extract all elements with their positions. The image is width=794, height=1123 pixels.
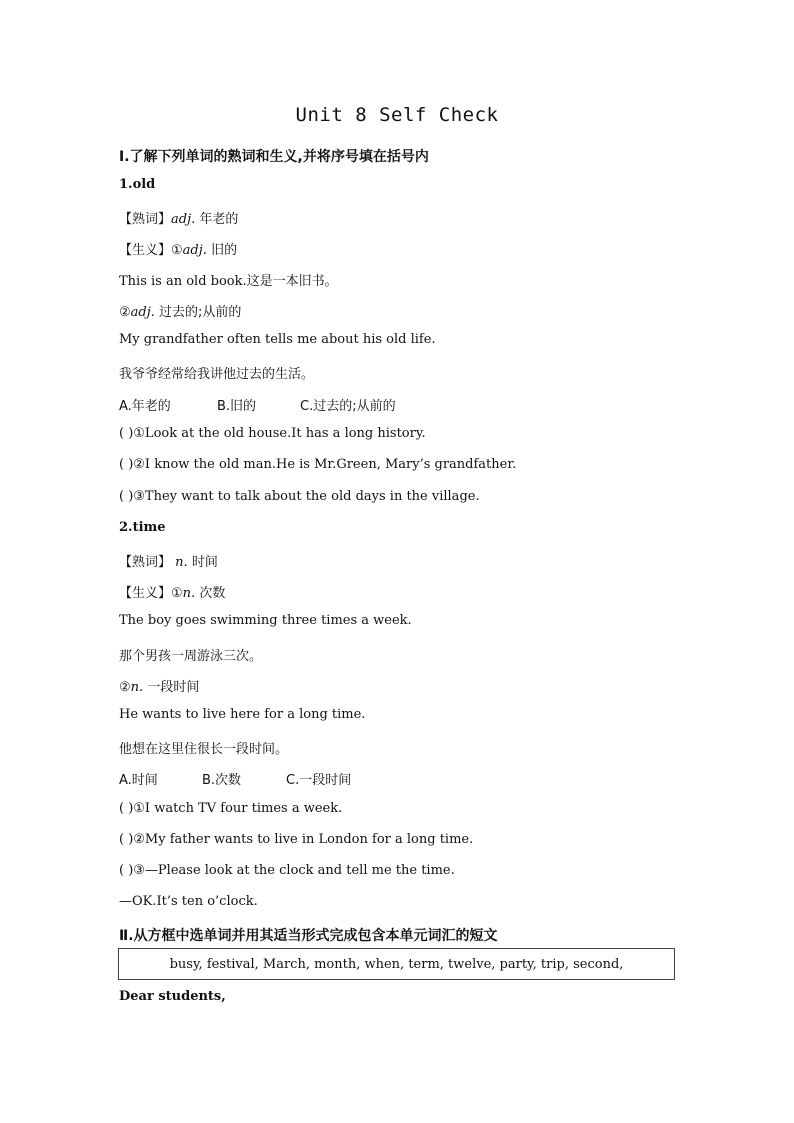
circled-number: ② xyxy=(119,680,131,695)
circled-number: ① xyxy=(171,586,183,601)
rare-meaning-label: 【生义】 xyxy=(119,243,172,258)
word-2-options xyxy=(119,769,351,788)
option-b: B.旧的 xyxy=(217,399,257,414)
word-2-example-1-chinese: 那个男孩一周游泳三次。 xyxy=(119,649,263,664)
example-chinese: 这是一本旧书。 xyxy=(246,274,338,289)
word-2-example-2-chinese: 他想在这里住很长一段时间。 xyxy=(119,742,289,757)
word-1-example-2-english: My grandfather often tells me about his old life. xyxy=(119,332,436,347)
part-of-speech: adj. xyxy=(130,305,155,320)
word-2-example-1-english: The boy goes swimming three times a week. xyxy=(119,613,412,628)
word-1-question-1: ( )①Look at the old house.It has a long history. xyxy=(119,426,426,441)
word-1-label: 1.old xyxy=(119,177,156,192)
word-1-example-2-chinese: 我爷爷经常给我讲他过去的生活。 xyxy=(119,367,315,382)
word-2-rare-meaning-1 xyxy=(119,582,225,601)
part-of-speech: adj. xyxy=(171,212,196,227)
word-1-options xyxy=(119,395,396,414)
part-of-speech: n. xyxy=(130,680,144,695)
word-1-example-1 xyxy=(119,270,338,289)
common-meaning-label: 【熟词】 xyxy=(119,555,172,570)
word-box xyxy=(118,948,675,980)
option-a: A.年老的 xyxy=(119,399,171,414)
word-2-label: 2.time xyxy=(119,520,166,535)
option-a: A.时间 xyxy=(119,773,158,788)
word-2-answer-line: —OK.It’s ten o’clock. xyxy=(119,894,258,909)
word-2-question-2: ( )②My father wants to live in London for a long time. xyxy=(119,832,474,847)
part-of-speech: n. xyxy=(175,555,188,570)
word-1-common-meaning xyxy=(119,208,238,227)
word-2-rare-meaning-2 xyxy=(119,676,199,695)
page-title: Unit 8 Self Check xyxy=(295,104,499,126)
meaning-text: 旧的 xyxy=(211,243,238,258)
letter-salutation: Dear students, xyxy=(119,989,226,1004)
common-meaning-label: 【熟词】 xyxy=(119,212,172,227)
word-1-rare-meaning-1 xyxy=(119,239,237,258)
option-c: C.过去的;从前的 xyxy=(300,399,396,414)
meaning-text: 年老的 xyxy=(199,212,239,227)
example-english: This is an old book. xyxy=(119,274,247,289)
section-2-heading: Ⅱ.从方框中选单词并用其适当形式完成包含本单元词汇的短文 xyxy=(119,928,498,944)
option-c: C.一段时间 xyxy=(286,773,352,788)
circled-number: ① xyxy=(171,243,183,258)
part-of-speech: adj. xyxy=(182,243,207,258)
word-2-common-meaning xyxy=(119,551,218,570)
word-1-question-3: ( )③They want to talk about the old days in the village. xyxy=(119,489,480,504)
word-box-text: busy, festival, March, month, when, term, twelve, party, trip, second, xyxy=(169,957,624,972)
word-2-question-1: ( )①I watch TV four times a week. xyxy=(119,801,343,816)
word-1-question-2: ( )②I know the old man.He is Mr.Green, Mary’s grandfather. xyxy=(119,457,517,472)
option-b: B.次数 xyxy=(202,773,242,788)
section-1-heading: Ⅰ.了解下列单词的熟词和生义,并将序号填在括号内 xyxy=(119,149,429,165)
word-2-example-2-english: He wants to live here for a long time. xyxy=(119,707,366,722)
meaning-text: 一段时间 xyxy=(147,680,200,695)
rare-meaning-label: 【生义】 xyxy=(119,586,172,601)
part-of-speech: n. xyxy=(182,586,196,601)
circled-number: ② xyxy=(119,305,131,320)
meaning-text: 时间 xyxy=(191,555,218,570)
meaning-text: 次数 xyxy=(199,586,226,601)
word-1-rare-meaning-2 xyxy=(119,301,241,320)
word-2-question-3: ( )③—Please look at the clock and tell me the time. xyxy=(119,863,455,878)
meaning-text: 过去的;从前的 xyxy=(159,305,242,320)
